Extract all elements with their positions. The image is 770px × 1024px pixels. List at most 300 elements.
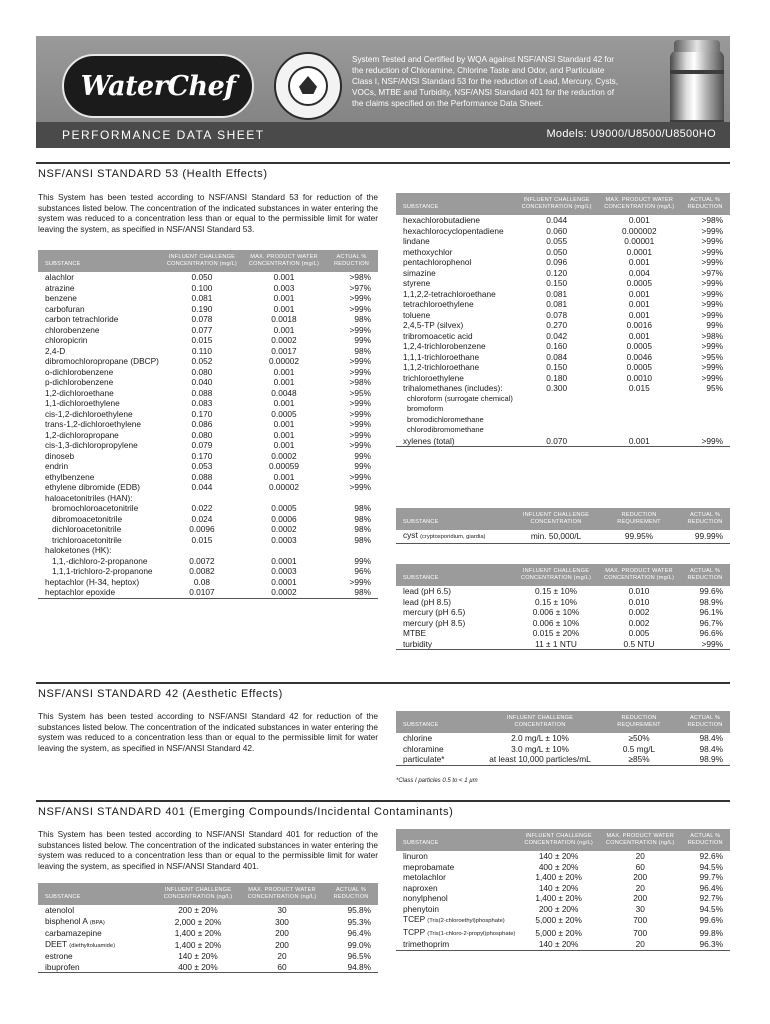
col-actual: ACTUAL % REDUCTION	[325, 250, 378, 272]
actual-reduction-cell: >99%	[701, 236, 723, 246]
max-product-cell: 0.001	[628, 215, 650, 225]
col-influent: INFLUENT CHALLENGE CONCENTRATION (mg/L)	[514, 564, 598, 586]
table-row	[396, 268, 730, 279]
actual-reduction-cell: >99%	[349, 398, 371, 408]
substance-cell: carbofuran	[45, 303, 85, 314]
influent-cell: 0.050	[546, 246, 568, 257]
actual-reduction-cell: >99%	[680, 639, 730, 650]
section-divider	[36, 682, 730, 684]
influent-cell: 0.084	[546, 351, 568, 362]
substance-cell: bisphenol A (BPA)	[45, 915, 105, 926]
substance-cell: chloroform (surrogate chemical)	[407, 393, 513, 403]
max-product-cell: 0.0001	[626, 246, 652, 257]
actual-reduction-cell: 98%	[325, 587, 378, 598]
max-product-cell: 0.001	[273, 377, 295, 387]
col-actual: ACTUAL % REDUCTION	[680, 564, 730, 586]
max-product-cell: 0.004	[628, 267, 650, 278]
max-product-cell: 0.0005	[271, 408, 297, 419]
s53-heading: NSF/ANSI STANDARD 53 (Health Effects)	[38, 168, 268, 180]
section-divider	[36, 800, 730, 802]
col-substance: SUBSTANCE	[396, 193, 515, 215]
substance-cell: chlorodibromomethane	[407, 425, 484, 434]
s401-description: This System has been tested according to NSF/ANSI Standard 401 for reduction of the substances listed below. The concentration of the indicated substances in water entering the system was reduced to a concentration less than or equal to the permissible limit for water leaving the system, as specified in NSF/ANSI Standard 401.	[38, 829, 378, 871]
substance-cell: hexachlorobutadiene	[403, 215, 481, 225]
influent-cell: 140 ± 20%	[538, 882, 579, 893]
influent-cell: 5,000 ± 20%	[535, 927, 582, 938]
col-requirement: REDUCTION REQUIREMENT	[598, 711, 680, 733]
max-product-cell: 0.001	[273, 398, 295, 408]
actual-reduction-cell: 96.1%	[699, 607, 723, 617]
substance-cell: simazine	[403, 267, 436, 278]
influent-cell: 0.096	[546, 257, 568, 267]
substance-cell: trichloroethylene	[403, 372, 464, 383]
influent-cell: 0.078	[191, 314, 213, 324]
table-row	[396, 904, 730, 915]
influent-cell: at least 10,000 particles/mL	[482, 754, 598, 765]
table-row: cyst (cryptosporidium, giardia) min. 50,000/L 99.95% 99.99%	[396, 530, 730, 543]
table-row	[38, 388, 378, 399]
substance-cell: 1,1,-dichloro-2-propanone	[52, 555, 148, 566]
table-row	[38, 482, 378, 493]
max-product-cell: 0.0005	[626, 278, 652, 288]
influent-cell: 0.077	[191, 324, 213, 335]
max-product-cell: 0.005	[628, 628, 650, 638]
max-product-cell: 0.0048	[271, 387, 297, 398]
metals-table	[396, 564, 730, 650]
max-product-cell: 0.001	[273, 272, 295, 282]
table-row	[396, 341, 730, 352]
actual-reduction-cell: 92.6%	[699, 851, 723, 861]
influent-cell: 0.086	[191, 419, 213, 429]
actual-reduction-cell: 99%	[354, 450, 371, 461]
influent-cell: 0.110	[191, 345, 212, 356]
actual-reduction-cell: 98.4%	[699, 733, 723, 743]
max-product-cell: 200	[633, 872, 648, 882]
col-substance: SUBSTANCE	[396, 508, 514, 530]
max-product-cell	[243, 493, 325, 504]
s53-table-right	[396, 193, 730, 447]
table-row	[38, 503, 378, 514]
influent-cell: 0.044	[546, 215, 568, 225]
actual-reduction-cell: 98.4%	[699, 743, 723, 754]
table-row	[396, 914, 730, 927]
influent-cell: 0.079	[191, 440, 213, 450]
max-product-cell: 0.010	[628, 596, 650, 607]
max-product-cell: 0.0002	[271, 450, 297, 461]
max-product-cell: 0.001	[273, 429, 295, 440]
actual-reduction-cell: >97%	[349, 282, 371, 293]
actual-reduction-cell: >99%	[701, 299, 723, 309]
substance-cell: dibromoacetonitrile	[52, 513, 123, 524]
table-row	[38, 587, 378, 598]
table-row	[38, 577, 378, 588]
actual-reduction-cell: >99%	[349, 429, 371, 440]
table-row	[396, 883, 730, 894]
substance-cell: styrene	[403, 278, 431, 288]
col-actual: ACTUAL % REDUCTION	[680, 193, 730, 215]
col-influent: INFLUENT CHALLENGE CONCENTRATION (ng/L)	[517, 829, 600, 851]
max-product-cell: 0.0002	[243, 587, 325, 598]
max-product-cell: 0.0002	[271, 335, 297, 345]
influent-cell: 0.170	[191, 408, 213, 419]
substance-cell: o-dichlorobenzene	[45, 366, 114, 377]
max-product-cell: 0.0005	[271, 503, 297, 513]
substance-cell: meprobamate	[403, 861, 455, 872]
table-row	[396, 851, 730, 862]
max-product-cell	[598, 394, 680, 405]
table-row	[396, 628, 730, 639]
max-product-cell: 60	[635, 861, 645, 872]
substance-cell: cis-1,3-dichloropropylene	[45, 440, 138, 450]
col-influent: INFLUENT CHALLENGE CONCENTRATION	[514, 508, 598, 530]
influent-cell	[515, 415, 599, 426]
actual-reduction-cell: >97%	[701, 267, 723, 278]
wqa-gold-seal-icon	[274, 52, 342, 120]
substance-cell: bromoform	[407, 404, 444, 413]
max-product-cell: 20	[277, 951, 287, 961]
influent-cell: 140 ± 20%	[538, 851, 579, 861]
substance-cell: carbon tetrachloride	[45, 314, 119, 324]
substance-cell: TCPP (Tris(1-chloro-2-propyl)phosphate)	[403, 926, 516, 937]
influent-cell	[515, 404, 599, 415]
table-row	[38, 928, 378, 939]
page-title: PERFORMANCE DATA SHEET	[62, 128, 265, 142]
max-product-cell: 0.001	[628, 309, 650, 320]
influent-cell: 11 ± 1 NTU	[514, 639, 598, 650]
substance-cell: turbidity	[396, 639, 514, 650]
actual-reduction-cell: >98%	[349, 377, 371, 387]
max-product-cell: 200	[275, 939, 289, 950]
substance-cell: chloramine	[403, 743, 444, 754]
influent-cell: 1,400 ± 20%	[174, 928, 222, 938]
substance-cell: lindane	[403, 236, 430, 246]
actual-reduction-cell: >98%	[701, 215, 723, 225]
actual-reduction-cell: >99%	[349, 408, 371, 419]
max-product-cell: 0.001	[628, 299, 650, 309]
actual-reduction-cell	[680, 415, 730, 426]
max-product-cell: 0.015	[628, 383, 650, 393]
influent-cell: 0.190	[191, 303, 213, 314]
max-product-cell: 0.0017	[271, 345, 297, 356]
max-product-cell: 0.00002	[268, 356, 299, 366]
substance-cell: trimethoprim	[396, 939, 517, 950]
actual-reduction-cell	[680, 394, 730, 405]
substance-cell: 1,1,2,2-tetrachloroethane	[403, 288, 496, 299]
substance-cell: mercury (pH 8.5)	[403, 617, 466, 628]
table-row	[38, 409, 378, 420]
table-row	[396, 215, 730, 226]
influent-cell: 0.015 ± 20%	[532, 628, 580, 638]
influent-cell: 0.15 ± 10%	[535, 596, 577, 607]
substance-cell: methoxychlor	[403, 246, 453, 257]
actual-reduction-cell: >99%	[349, 324, 371, 335]
actual-reduction-cell: >99%	[680, 436, 730, 447]
actual-reduction-cell	[680, 425, 730, 436]
table-row	[396, 872, 730, 883]
max-product-cell: 0.001	[628, 257, 650, 267]
s401-heading: NSF/ANSI STANDARD 401 (Emerging Compounds/Incidental Contaminants)	[38, 806, 454, 818]
col-actual: ACTUAL % REDUCTION	[681, 829, 730, 851]
table-row	[396, 436, 730, 447]
table-row	[396, 278, 730, 289]
actual-reduction-cell	[680, 404, 730, 415]
actual-reduction-cell: 94.8%	[324, 962, 378, 973]
col-substance: SUBSTANCE	[396, 829, 517, 851]
table-row	[396, 744, 730, 755]
influent-cell: 1,400 ± 20%	[535, 893, 582, 903]
table-row	[38, 566, 378, 577]
s42-table	[396, 711, 730, 766]
table-row	[38, 272, 378, 283]
actual-reduction-cell: 98%	[354, 534, 371, 545]
max-product-cell: 20	[600, 939, 681, 950]
col-max-product: MAX. PRODUCT WATER CONCENTRATION (mg/L)	[243, 250, 325, 272]
s42-footnote: *Class I particles 0.5 to < 1 µm	[396, 778, 478, 784]
table-row	[396, 310, 730, 321]
substance-cell: 1,2-dichloropropane	[45, 429, 119, 440]
actual-reduction-cell: 99.6%	[699, 915, 723, 925]
influent-cell: 200 ± 20%	[178, 905, 218, 915]
title-bar	[36, 122, 730, 148]
substance-cell: 1,1,2-trichloroethane	[403, 362, 480, 372]
max-product-cell: ≥85%	[598, 754, 680, 765]
max-product-cell: 0.0006	[271, 513, 297, 524]
max-product-cell: 0.0046	[626, 351, 652, 362]
influent-cell: 0.0107	[161, 587, 243, 598]
substance-cell: 1,2-dichloroethane	[45, 387, 114, 398]
col-substance: SUBSTANCE	[396, 711, 482, 733]
max-product-cell: 0.001	[273, 303, 295, 314]
max-product-cell: 0.0001	[271, 576, 297, 587]
actual-reduction-cell: 99.8%	[699, 927, 723, 938]
max-product-cell: 0.0005	[626, 362, 652, 372]
substance-cell: 2,4-D	[45, 345, 66, 356]
table-row	[396, 425, 730, 436]
substance-cell: haloketones (HK):	[45, 545, 112, 555]
col-max-product: MAX. PRODUCT WATER CONCENTRATION (mg/L)	[598, 193, 680, 215]
substance-cell: lead (pH 6.5)	[403, 586, 451, 596]
actual-reduction-cell: >99%	[701, 309, 723, 320]
substance-cell: metolachlor	[403, 872, 446, 882]
table-row	[396, 639, 730, 650]
actual-reduction-cell: >99%	[349, 356, 371, 366]
influent-cell: 0.006 ± 10%	[532, 617, 580, 628]
actual-reduction-cell: 99.0%	[347, 939, 371, 950]
substance-cell: 1,1,1-trichloroethane	[403, 351, 480, 362]
max-product-cell: ≥50%	[628, 733, 650, 743]
substance-cell: cis-1,2-dichloroethylene	[45, 408, 133, 419]
col-requirement: REDUCTION REQUIREMENT	[598, 508, 680, 530]
actual-reduction-cell: 99%	[354, 335, 371, 345]
max-product-cell: 0.001	[273, 419, 295, 429]
max-product-cell: 0.000002	[622, 225, 657, 236]
actual-reduction-cell: >95%	[349, 387, 371, 398]
max-product-cell: 0.0018	[271, 314, 297, 324]
section-divider	[36, 162, 730, 164]
substance-cell: particulate*	[396, 754, 482, 765]
max-product-cell: 200	[633, 893, 648, 903]
actual-reduction-cell: 96.3%	[681, 939, 730, 950]
table-row	[38, 905, 378, 916]
influent-cell: 0.0072	[189, 555, 215, 566]
actual-reduction-cell: 99%	[354, 555, 371, 566]
substance-cell: tetrachloroethylene	[403, 299, 474, 309]
col-actual: ACTUAL % REDUCTION	[680, 508, 730, 530]
col-influent: INFLUENT CHALLENGE CONCENTRATION	[482, 711, 598, 733]
actual-reduction-cell: >99%	[349, 482, 371, 492]
col-max-product: MAX. PRODUCT WATER CONCENTRATION (mg/L)	[598, 564, 680, 586]
actual-reduction-cell: 95%	[706, 383, 723, 393]
table-row	[38, 472, 378, 483]
substance-cell: linuron	[403, 851, 428, 861]
max-product-cell: 700	[633, 915, 648, 925]
table-row	[38, 377, 378, 388]
actual-reduction-cell: >99%	[701, 288, 723, 299]
table-row	[38, 962, 378, 973]
max-product-cell: 0.00001	[624, 236, 655, 246]
substance-cell: carbamazepine	[45, 928, 102, 938]
actual-reduction-cell: >99%	[701, 362, 723, 372]
actual-reduction-cell: 99%	[706, 320, 723, 330]
influent-cell: 140 ± 20%	[517, 939, 600, 950]
max-product-cell: 0.002	[628, 617, 650, 628]
actual-reduction-cell: 98%	[354, 513, 371, 524]
table-row	[38, 556, 378, 567]
influent-cell: 200 ± 20%	[538, 903, 579, 914]
actual-reduction-cell: 98%	[354, 345, 371, 356]
max-product-cell: 0.001	[273, 324, 295, 335]
max-product-cell: 0.00059	[268, 461, 299, 471]
actual-reduction-cell: 98.9%	[680, 754, 730, 765]
table-row	[396, 862, 730, 873]
influent-cell: 0.300	[546, 383, 568, 393]
actual-reduction-cell: >99%	[349, 303, 371, 314]
table-row	[396, 607, 730, 618]
influent-cell: 0.080	[191, 366, 213, 377]
table-row	[38, 325, 378, 336]
max-product-cell: 0.00002	[268, 482, 299, 492]
substance-cell: phenytoin	[403, 903, 439, 914]
table-row	[396, 331, 730, 342]
actual-reduction-cell: >99%	[349, 366, 371, 377]
actual-reduction-cell: >98%	[349, 272, 371, 282]
table-row	[396, 404, 730, 415]
certification-text: System Tested and Certified by WQA against NSF/ANSI Standard 42 for the reduction of Chloramine, Chlorine Taste and Odor, and Particulate Class I, NSF/ANSI Standard 53 for the reduction of Lead, Mercury, Cysts, VOCs, MTBE and Turbidity, NSF/ANSI Standard 401 for the reduction of the claims specified on the Performance Data Sheet.	[352, 55, 619, 108]
actual-reduction-cell: >99%	[349, 576, 371, 587]
influent-cell: 1,400 ± 20%	[174, 939, 222, 950]
col-substance: SUBSTANCE	[38, 883, 156, 905]
s401-table-left	[38, 883, 378, 973]
substance-cell: heptachlor (H-34, heptox)	[45, 576, 140, 587]
col-substance: SUBSTANCE	[38, 250, 161, 272]
table-row	[396, 352, 730, 363]
max-product-cell: 0.003	[273, 282, 295, 293]
table-row	[38, 461, 378, 472]
max-product-cell: 0.0001	[271, 555, 297, 566]
actual-reduction-cell: 99.6%	[699, 586, 723, 596]
s53-table-left	[38, 250, 378, 599]
substance-cell: endrin	[45, 461, 69, 471]
max-product-cell: 0.0003	[271, 566, 297, 576]
influent-cell	[161, 493, 243, 504]
substance-cell: 1,2,4-trichlorobenzene	[403, 341, 486, 351]
table-row	[396, 893, 730, 904]
table-row	[38, 367, 378, 378]
table-row	[396, 383, 730, 394]
substance-cell: trichloroacetonitrile	[52, 534, 122, 545]
col-actual: ACTUAL % REDUCTION	[324, 883, 378, 905]
max-product-cell: 700	[633, 927, 648, 938]
substance-cell: DEET (diethyltoluamide)	[45, 938, 116, 949]
actual-reduction-cell: >98%	[701, 330, 723, 341]
actual-reduction-cell: 94.5%	[699, 903, 723, 914]
substance-cell: 1,1,1-trichloro-2-propanone	[52, 566, 153, 576]
influent-cell: 3.0 mg/L ± 10%	[511, 743, 569, 754]
influent-cell: 0.042	[546, 330, 568, 341]
actual-reduction-cell: 95.8%	[347, 905, 371, 915]
table-row	[38, 283, 378, 294]
max-product-cell: 0.001	[273, 366, 295, 377]
substance-cell: hexachlorocyclopentadiene	[403, 225, 504, 236]
models-label: Models: U9000/U8500/U8500HO	[546, 128, 716, 140]
table-row	[396, 618, 730, 629]
substance-cell: mercury (pH 6.5)	[403, 607, 466, 617]
substance-cell: chlorine	[403, 733, 433, 743]
table-row	[38, 430, 378, 441]
max-product-cell: 0.001	[273, 293, 295, 303]
influent-cell: 0.052	[191, 356, 213, 366]
table-row	[396, 927, 730, 940]
table-row	[38, 314, 378, 325]
table-row	[38, 535, 378, 546]
table-row	[38, 524, 378, 535]
substance-cell: estrone	[45, 951, 73, 961]
actual-reduction-cell: >99%	[701, 246, 723, 257]
max-product-cell: 0.0010	[626, 372, 652, 383]
actual-reduction-cell: >99%	[701, 278, 723, 288]
influent-cell: 0.015	[191, 534, 213, 545]
table-row	[396, 236, 730, 247]
actual-reduction-cell: 98%	[354, 503, 371, 513]
table-row	[38, 951, 378, 962]
max-product-cell: 0.0016	[626, 320, 652, 330]
max-product-cell: 0.0003	[271, 534, 297, 545]
influent-cell: 0.050	[191, 272, 213, 282]
table-row	[396, 373, 730, 384]
max-product-cell: 0.5 mg/L	[622, 743, 656, 754]
col-influent: INFLUENT CHALLENGE CONCENTRATION (mg/L)	[515, 193, 599, 215]
influent-cell: 0.150	[546, 362, 568, 372]
substance-cell: bromodichloromethane	[407, 414, 484, 424]
substance-cell: chloropicrin	[45, 335, 88, 345]
substance-cell: dibromochloropropane (DBCP)	[45, 356, 159, 366]
substance-cell: p-dichlorobenzene	[45, 377, 114, 387]
substance-cell: haloacetonitriles (HAN):	[45, 492, 133, 503]
substance-cell: trans-1,2-dichloroethylene	[45, 419, 141, 429]
actual-reduction-cell: >95%	[701, 351, 723, 362]
influent-cell: 0.0082	[189, 566, 215, 576]
max-product-cell: 20	[635, 882, 645, 893]
actual-reduction-cell: >99%	[349, 293, 371, 303]
substance-cell: dinoseb	[45, 450, 75, 461]
influent-cell: 0.024	[191, 513, 213, 524]
influent-cell: 0.120	[546, 267, 568, 278]
actual-reduction-cell	[325, 545, 378, 556]
influent-cell: 0.040	[191, 377, 213, 387]
max-product-cell: 0.5 NTU	[598, 639, 680, 650]
actual-reduction-cell: 96.4%	[347, 928, 371, 938]
influent-cell: 0.088	[191, 387, 213, 398]
